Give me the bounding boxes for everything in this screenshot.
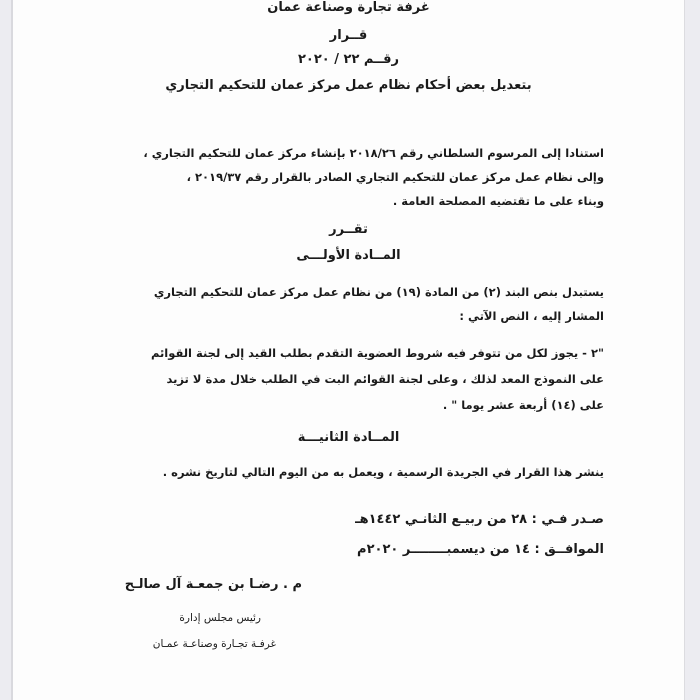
decision-subject: بتعديل بعض أحكام نظام عمل مركز عمان للتحكيم التجاري	[165, 78, 532, 93]
decision-label: قــرار	[329, 28, 368, 43]
article-two-title: المــادة الثانيـــة	[297, 430, 400, 445]
article-one-title: المــادة الأولـــى	[296, 248, 401, 263]
corresponding-date: الموافــق : ١٤ من ديسمبــــــــر ٢٠٢٠م	[357, 542, 604, 557]
preamble-line-1: استنادا إلى المرسوم السلطاني رقم ٢٠١٨/٢٦ بإنشاء مركز عمان للتحكيم التجاري ،	[143, 146, 604, 160]
decision-number: رقــم ٢٢ / ٢٠٢٠	[297, 52, 400, 67]
page-edge-right	[684, 0, 685, 700]
article-one-line-1: يستبدل بنص البند (٢) من المادة (١٩) من نظام عمل مركز عمان للتحكيم التجاري	[153, 285, 604, 299]
signatory-name: م . رضـا بن جمعـة آل صالـح	[124, 577, 302, 592]
issued-date: صـدر فـي : ٢٨ من ربيـع الثانـي ١٤٤٢هـ	[355, 512, 604, 527]
preamble-line-2: وإلى نظام عمل مركز عمان للتحكيم التجاري الصادر بالقرار رقم ٢٠١٩/٣٧ ،	[186, 170, 604, 184]
signatory-organization: غرفـة تجـارة وصناعـة عمـان	[152, 638, 276, 650]
header-organization: غرفة تجارة وصناعة عمان	[267, 0, 430, 15]
article-two-line-1: ينشر هذا القرار في الجريدة الرسمية ، ويعمل به من اليوم التالي لتاريخ نشره .	[162, 465, 604, 479]
preamble-line-3: وبناء على ما تقتضيه المصلحة العامة .	[392, 194, 604, 208]
signatory-title: رئيس مجلس إدارة	[179, 612, 261, 624]
article-one-quote-line-3: على (١٤) أربعة عشر يوما " .	[442, 398, 604, 412]
article-one-quote-line-1: "٢ - يجوز لكل من تتوفر فيه شروط العضوية التقدم بطلب القيد إلى لجنة القوائم	[150, 346, 604, 360]
document-page	[13, 0, 684, 700]
article-one-line-2: المشار إليه ، النص الآتي :	[459, 309, 604, 323]
article-one-quote-line-2: على النموذج المعد لذلك ، وعلى لجنة القوائم البت في الطلب خلال مدة لا تزيد	[166, 372, 604, 386]
decides-heading: تقــرر	[329, 222, 368, 237]
